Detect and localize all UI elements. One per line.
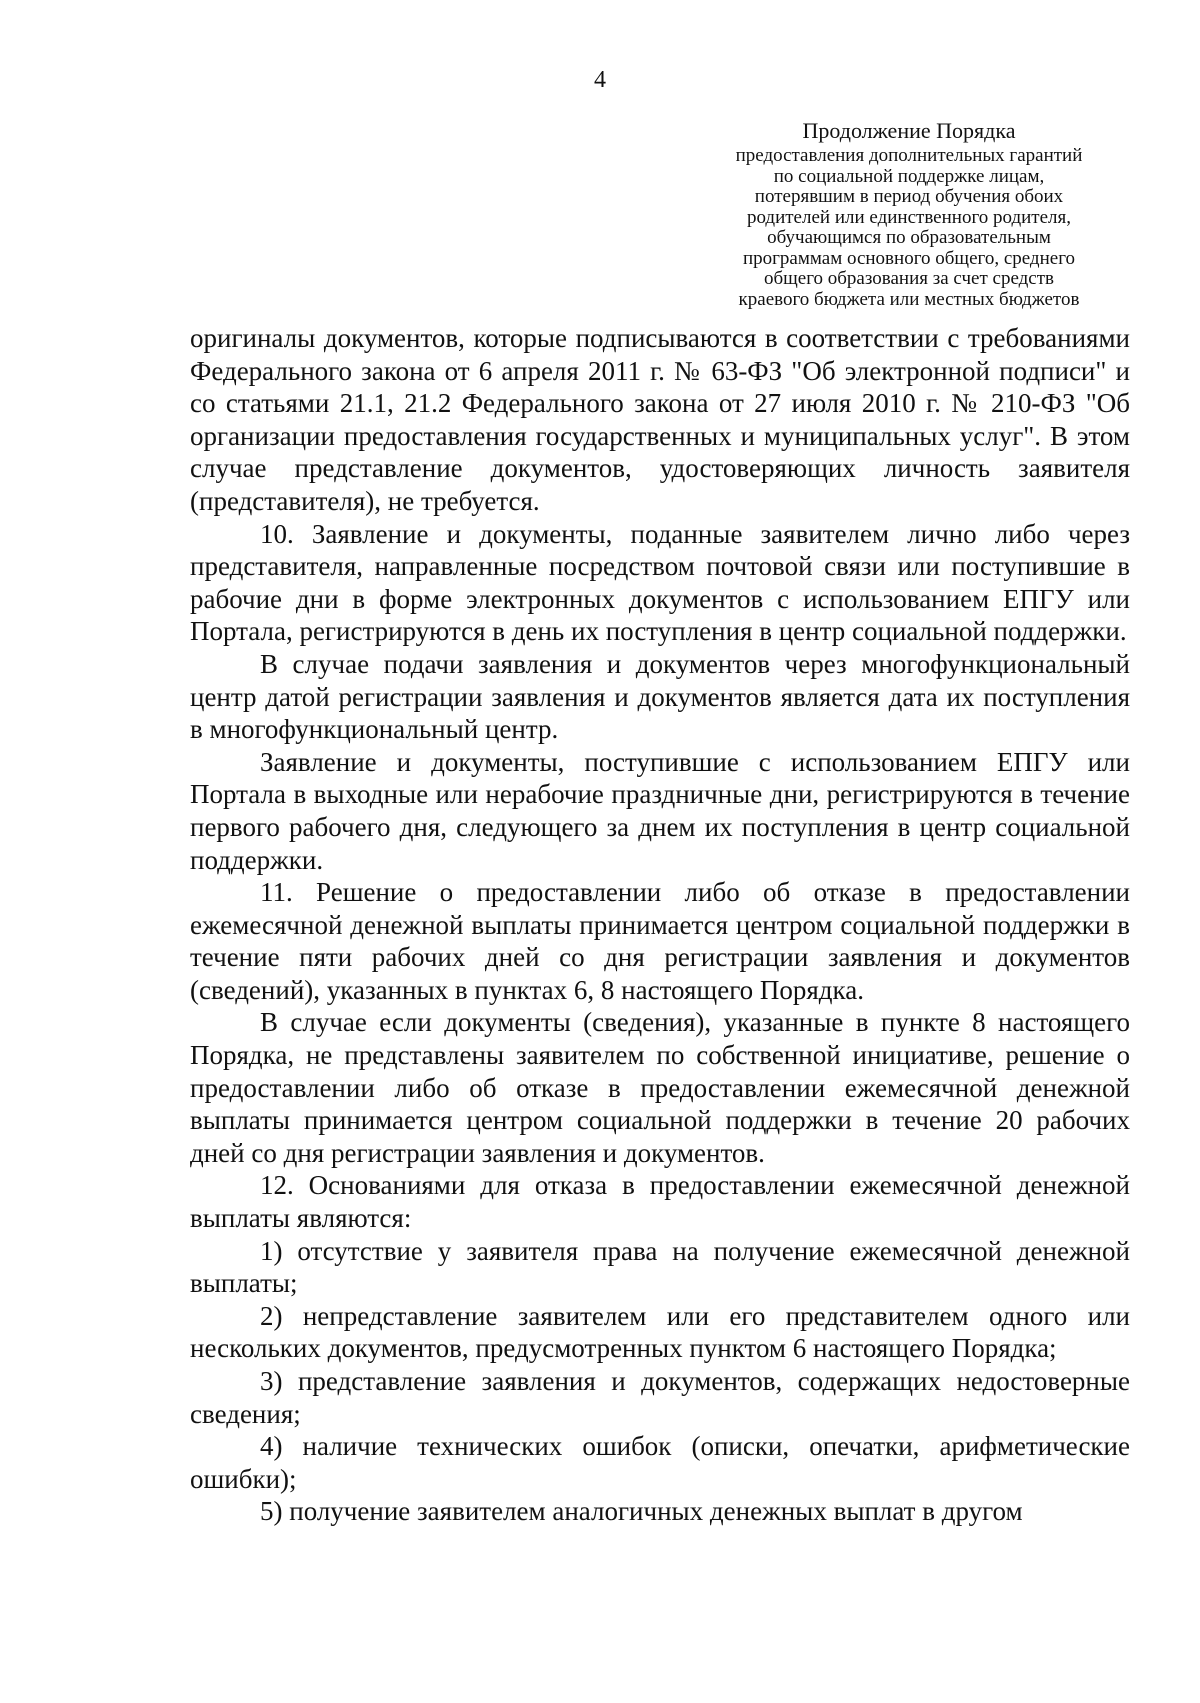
header-line: общего образования за счет средств [763, 268, 1055, 289]
paragraph: В случае если документы (сведения), указанные в пункте 8 настоящего Порядка, не представлены заявителем по собственной инициативе, решение о предоставлении либо об отказе в предоставлении ежемесячной денежной выплаты принимается центром социальной поддержки в течение 20 рабочих дней со дня регистрации заявления и документов. [190, 1007, 1130, 1168]
list-item-1: 1) отсутствие у заявителя права на получение ежемесячной денежной выплаты; [190, 1235, 1130, 1299]
document-body [190, 322, 1130, 1528]
paragraph-continuation: оригиналы документов, которые подписываются в соответствии с требованиями Федерального закона от 6 апреля 2011 г. № 63-ФЗ "Об электронной подписи" и со статьями 21.1, 21.2 Федерального закона от 27 июля 2010 г. № 210-ФЗ "Об организации предоставления государственных и муниципальных услуг". В этом случае представление документов, удостоверяющих личность заявителя (представителя), не требуется. [190, 323, 1130, 516]
paragraph: Заявление и документы, поступившие с использованием ЕПГУ или Портала в выходные или нерабочие праздничные дни, регистрируются в течение первого рабочего дня, следующего за днем их поступления в центр социальной поддержки. [190, 746, 1130, 875]
header-line: программам основного общего, среднего [742, 247, 1076, 269]
header-line: по социальной поддержке лицам, [773, 165, 1045, 187]
header-line: краевого бюджета или местных бюджетов [738, 288, 1080, 310]
list-item-3: 3) представление заявления и документов, содержащих недостоверные сведения; [190, 1366, 1130, 1429]
header-title: Продолжение Порядка [802, 118, 1016, 143]
list-item-2: 2) непредставление заявителем или его представителем одного или нескольких документов, предусмотренных пунктом 6 настоящего Порядка; [190, 1300, 1130, 1364]
list-item-5: 5) получение заявителем аналогичных денежных выплат в другом [260, 1496, 1023, 1527]
paragraph-item-11: 11. Решение о предоставлении либо об отказе в предоставлении ежемесячной денежной выплаты принимается центром социальной поддержки в течение пяти рабочих дней со дня регистрации заявления и документов (сведений), указанных в пунктах 6, 8 настоящего Порядка. [190, 877, 1130, 1005]
header-line: обучающимся по образовательным [767, 227, 1051, 248]
header-line: предоставления дополнительных гарантий [735, 145, 1083, 166]
paragraph-item-10: 10. Заявление и документы, поданные заявителем лично либо через представителя, направленные посредством почтовой связи или поступившие в рабочие дни в форме электронных документов с использованием ЕПГУ или Портала, регистрируются в день их поступления в центр социальной поддержки. [190, 518, 1130, 647]
paragraph: В случае подачи заявления и документов через многофункциональный центр датой регистрации заявления и документов является дата их поступления в многофункциональный центр. [190, 648, 1130, 745]
document-header [674, 118, 1144, 310]
list-item-4: 4) наличие технических ошибок (описки, опечатки, арифметические ошибки); [190, 1431, 1130, 1494]
paragraph-item-12: 12. Основаниями для отказа в предоставлении ежемесячной денежной выплаты являются: [190, 1170, 1130, 1234]
page-number: 4 [594, 67, 606, 93]
header-line: родителей или единственного родителя, [746, 206, 1072, 228]
header-line: потерявшим в период обучения обоих [754, 186, 1064, 207]
